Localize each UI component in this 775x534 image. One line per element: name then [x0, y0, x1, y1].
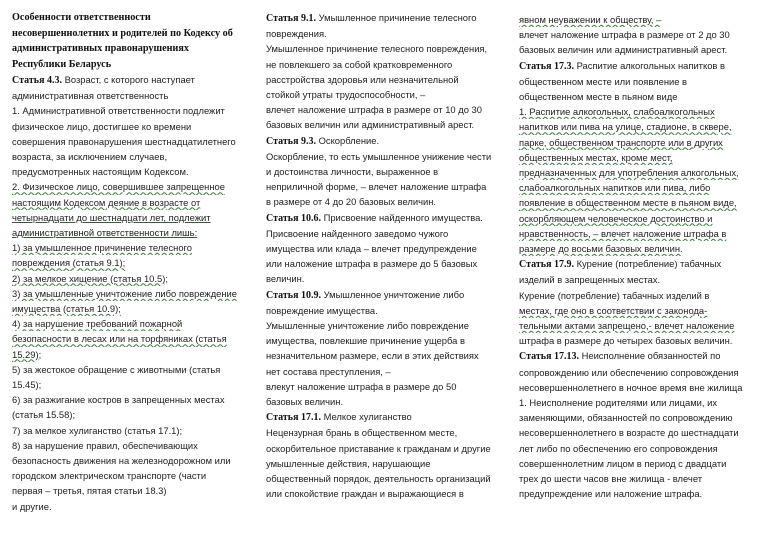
article-label: Статья 10.6. [266, 212, 321, 224]
document-title-line: Особенности ответственности [12, 12, 151, 23]
list-item: 4) за нарушение требований пожарной [12, 318, 183, 330]
text-line: Присвоение найденного заведомо чужого [266, 227, 449, 239]
text-line: влечет наложение штрафа в размере от 2 до 30 [519, 29, 730, 41]
list-item: 2) за мелкое хищение (статья 10.5); [12, 272, 168, 284]
list-item: повреждения (статья 9.1); [12, 257, 126, 269]
text-line: явном неуважении к обществу, – [519, 14, 662, 25]
text-line: Оскорбление, то есть умышленное унижение чести [266, 150, 492, 162]
article-title: Курение (потребление) табачных [573, 258, 722, 270]
document-title-line: Республики Беларусь [12, 58, 112, 70]
text-line: умышленные действия, нарушающие [266, 457, 431, 469]
text-line: общественный порядок, деятельность организаций [266, 473, 491, 485]
list-item: безопасность движения на железнодорожном или [12, 455, 231, 467]
text-line: базовых величин. [266, 396, 344, 408]
text-line: сопровождению или обеспечению сопровождения [519, 366, 739, 378]
text-line: общественных местах, кроме мест, [519, 151, 673, 163]
article-heading-17-3 [519, 58, 769, 74]
list-item: 7) за мелкое хулиганство (статья 17.1); [12, 424, 183, 436]
article-label: Статья 17.3. [519, 60, 574, 72]
document-title-line: несовершеннолетних и родителей по Кодексу об [12, 27, 233, 39]
text-line: 1. Административной ответственности подлежит [12, 105, 225, 117]
text-line: предусмотренных настоящим Кодексом. [12, 166, 189, 178]
text-line: лет либо по обеспечению его сопровождения [519, 442, 718, 454]
text-line: оскорбляющем человеческое достоинство и [519, 212, 713, 224]
list-item: имущества (статья 10.9); [12, 303, 121, 315]
text-line: размере до восьми базовых величин. [519, 243, 683, 255]
text-line: местах, где оно в соответствии с законода- [519, 304, 708, 316]
article-heading-17-9 [519, 256, 769, 272]
text-line: неприличной форме, – влечет наложение штрафа [266, 181, 487, 193]
text-line: общественном месте или появление в [519, 75, 688, 87]
list-item: 1) за умышленное причинение телесного [12, 242, 192, 254]
text-line: напитков или пива на улице, стадионе, в сквере, [519, 121, 732, 133]
text-line: Умышленное причинение телесного повреждения, [266, 43, 488, 55]
text-line: имущества или клада – влечет предупреждение [266, 243, 477, 255]
list-item: 5) за жестокое обращение с животными (статья [12, 363, 221, 375]
column-right [519, 12, 769, 502]
text-line: базовых величин или административный арест. [266, 119, 475, 131]
text-line: Умышленные уничтожение либо повреждение [266, 320, 469, 332]
text-line: заменяющими, обязанностей по сопровождению [519, 412, 733, 424]
article-heading-10-9 [266, 287, 509, 303]
text-line: совершения правонарушения шестнадцатилетнего [12, 135, 236, 147]
list-item: и другие. [12, 500, 52, 512]
list-item: 15.45); [12, 379, 42, 391]
article-heading-9-3 [266, 133, 509, 149]
text-line: изделий в запрещенных местах. [519, 274, 661, 286]
article-title: Мелкое хулиганство [320, 411, 412, 423]
list-item: 8) за нарушение правил, обеспечивающих [12, 439, 198, 451]
text-line: влечет наложение штрафа в размере от 10 до 30 [266, 104, 482, 116]
text-line: имущества, повлекшие причинение ущерба в [266, 335, 465, 347]
column-middle [266, 10, 509, 502]
text-line: административной ответственности лишь: [12, 227, 198, 239]
article-label: Статья 9.1. [266, 13, 316, 24]
list-item: первая – третья, пятая статьи 18.3) [12, 485, 167, 497]
text-line: физическое лицо, достигшее ко времени [12, 120, 192, 132]
text-line: стойкой утраты трудоспособности, – [266, 89, 426, 101]
document-title-line: административных правонарушениях [12, 43, 189, 54]
text-line: нет состава преступления, – [266, 365, 391, 377]
article-title: Возраст, с которого наступает [61, 74, 195, 85]
article-heading-4-3 [12, 72, 259, 88]
list-item: безопасности в лесах или на торфяниках (статья [12, 333, 227, 345]
text-line: Курение (потребление) табачных изделий в [519, 289, 710, 301]
text-line: оскорбительное приставание к гражданам и другие [266, 442, 491, 454]
list-item: (статья 15.58); [12, 409, 76, 421]
text-line: расстройства здоровья или незначительной [266, 73, 459, 85]
text-line: 1. Неисполнение родителями или лицами, их [519, 397, 718, 409]
text-line: или спокойствие граждан и выражающиеся в [266, 488, 464, 500]
article-label: Статья 17.9. [519, 259, 574, 271]
text-line: предназначенных для употребления алкогольных, [519, 167, 739, 179]
text-line: трех до шести часов вне жилища - влечет [519, 473, 703, 485]
text-line: возраста, за исключением случаев, [12, 151, 168, 163]
text-line: или наложение штрафа в размере до 5 базовых [266, 258, 478, 270]
text-line: появление в общественном месте в пьяном виде, [519, 197, 737, 209]
text-line: повреждение имущества. [266, 304, 378, 316]
article-title: Неисполнение обязанностей по [578, 350, 721, 362]
article-heading-17-13 [519, 348, 769, 364]
article-heading-10-6 [266, 210, 509, 226]
text-line: 1. Распитие алкогольных, слабоалкогольных [519, 106, 715, 118]
text-line: несовершеннолетнего в возрасте до шестнадцати [519, 427, 739, 439]
list-item: 3) за умышленные уничтожение либо повреждение [12, 287, 238, 299]
column-left [12, 10, 259, 514]
text-line: в размере от 4 до 20 базовых величин. [266, 196, 437, 208]
text-line: 2. Физическое лицо, совершившее запрещенное [12, 181, 225, 193]
text-line: четырнадцати до шестнадцати лет, подлежит [12, 211, 211, 223]
list-item: 15.29); [12, 348, 42, 360]
text-line: повреждения. [266, 28, 327, 40]
text-line: величин. [266, 273, 305, 285]
article-label: Статья 10.9. [266, 289, 321, 301]
article-label: Статья 17.13. [519, 351, 579, 363]
text-line: незначительном размере, если в этих действиях [266, 350, 479, 362]
text-line: настоящим Кодексом деяние в возрасте от [12, 196, 201, 208]
article-title: Умышленное причинение телесного [315, 12, 477, 23]
text-line: Нецензурная брань в общественном месте, [266, 427, 458, 439]
text-line: нравственность, – влечет наложение штрафа в [519, 227, 727, 239]
text-line: несовершеннолетнего в ночное время вне жилища [519, 381, 743, 393]
article-label: Статья 4.3. [12, 75, 62, 86]
text-line: и достоинства личности, выраженное в [266, 166, 439, 178]
article-title: Оскорбление. [315, 134, 380, 146]
text-line: штрафа в размере до четырех базовых величин. [519, 335, 733, 347]
article-title: Распитие алкогольных напитков в [573, 59, 725, 71]
text-line: совершеннолетним лицом в период с двадцати [519, 457, 727, 469]
text-line: тельными актами запрещено,- влечет наложение [519, 320, 735, 332]
list-item: 6) за разжигание костров в запрещенных местах [12, 394, 225, 406]
text-line: слабоалкогольных напитков или пива, либо [519, 182, 711, 194]
article-heading-17-1 [266, 409, 509, 425]
text-line: предупреждение или наложение штрафа. [519, 488, 703, 500]
article-heading-9-1 [266, 10, 509, 26]
text-line: парке, общественном транспорте или в других [519, 136, 723, 148]
text-line: общественном месте в пьяном виде [519, 91, 678, 103]
article-title: Умышленное уничтожение либо [320, 288, 465, 300]
text-line: базовых величин или административный арест. [519, 44, 728, 56]
text-line: влекут наложение штрафа в размере до 50 [266, 380, 457, 392]
article-label: Статья 17.1. [266, 412, 321, 424]
text-line: не повлекшего за собой кратковременного [266, 58, 453, 70]
article-label: Статья 9.3. [266, 135, 316, 147]
text-line: административная ответственность [12, 90, 169, 102]
article-title: Присвоение найденного имущества. [320, 211, 483, 223]
list-item: городском электрическом транспорте (части [12, 470, 207, 482]
